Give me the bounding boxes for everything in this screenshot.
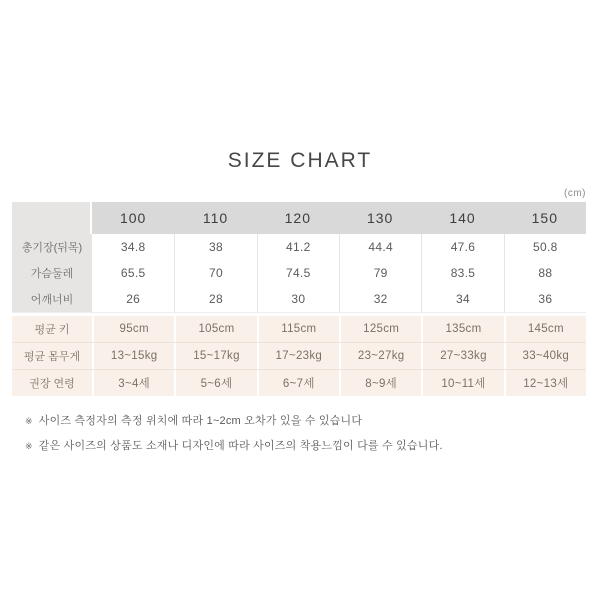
measurement-row <box>12 286 586 312</box>
info-value-cell: 12~13세 <box>504 370 586 396</box>
value-cell: 34.8 <box>120 240 146 254</box>
page-title: SIZE CHART <box>227 149 373 172</box>
info-value-cell: 13~15kg <box>92 343 174 369</box>
info-value-cell: 33~40kg <box>504 343 586 369</box>
size-header-cell: 110 <box>202 210 229 226</box>
info-value-cell: 115cm <box>257 316 339 342</box>
row-label-cell: 어깨너비 <box>12 286 92 312</box>
size-header-cell: 120 <box>284 210 311 226</box>
value-cell: 70 <box>174 260 256 286</box>
info-value-cell: 135cm <box>421 316 503 342</box>
info-value-cell: 15~17kg <box>174 343 256 369</box>
note-line <box>25 412 600 428</box>
info-label-cell: 평균 키 <box>34 324 70 336</box>
value-cell: 44.4 <box>339 234 421 260</box>
note-text: 사이즈 측정자의 측정 위치에 따라 1~2cm 오차가 있을 수 있습니다 <box>38 415 363 427</box>
note-marker: ※ <box>25 416 33 426</box>
size-header-cell: 100 <box>119 210 147 226</box>
info-value-cell: 6~7세 <box>257 370 339 396</box>
info-row <box>12 342 586 369</box>
value-cell: 47.6 <box>421 234 503 260</box>
size-header-row <box>12 202 586 234</box>
measurement-row <box>12 234 586 260</box>
info-value-cell: 8~9세 <box>339 370 421 396</box>
value-cell: 28 <box>174 286 256 312</box>
info-value-cell: 95cm <box>92 316 174 342</box>
info-value-cell: 105cm <box>174 316 256 342</box>
info-value-cell: 145cm <box>504 316 586 342</box>
note-marker: ※ <box>25 441 33 451</box>
note-text: 같은 사이즈의 상품도 소재나 디자인에 따라 사이즈의 착용느낌이 다를 수 있습니다. <box>38 440 443 452</box>
value-cell: 34 <box>421 286 503 312</box>
value-cell: 26 <box>126 292 141 306</box>
size-table <box>12 202 586 396</box>
info-section <box>12 316 586 396</box>
info-label-cell: 권장 연령 <box>29 378 75 390</box>
value-cell: 30 <box>257 286 339 312</box>
unit-label: (cm) <box>564 188 586 199</box>
info-value-cell: 10~11세 <box>421 370 503 396</box>
value-cell: 65.5 <box>120 266 146 280</box>
value-cell: 74.5 <box>257 260 339 286</box>
value-cell: 41.2 <box>257 234 339 260</box>
info-value-cell: 17~23kg <box>257 343 339 369</box>
corner-cell <box>12 202 92 234</box>
row-label-cell: 가슴둘레 <box>12 260 92 286</box>
size-header-cell: 140 <box>449 210 476 226</box>
info-row <box>12 316 586 342</box>
measurement-section <box>12 234 586 313</box>
notes-section <box>25 412 600 453</box>
info-value-cell: 27~33kg <box>421 343 503 369</box>
info-value-cell: 5~6세 <box>174 370 256 396</box>
size-header-cell: 150 <box>531 210 558 226</box>
value-cell: 36 <box>504 286 586 312</box>
value-cell: 32 <box>339 286 421 312</box>
info-value-cell: 23~27kg <box>339 343 421 369</box>
value-cell: 79 <box>339 260 421 286</box>
row-label-cell: 총기장(뒤목) <box>12 234 92 260</box>
measurement-row <box>12 260 586 286</box>
value-cell: 38 <box>174 234 256 260</box>
size-header-cell: 130 <box>366 210 394 226</box>
value-cell: 50.8 <box>504 234 586 260</box>
info-row <box>12 369 586 396</box>
info-label-cell: 평균 몸무게 <box>23 351 81 363</box>
value-cell: 88 <box>504 260 586 286</box>
note-line <box>25 437 600 453</box>
info-value-cell: 3~4세 <box>92 370 174 396</box>
value-cell: 83.5 <box>421 260 503 286</box>
info-value-cell: 125cm <box>339 316 421 342</box>
